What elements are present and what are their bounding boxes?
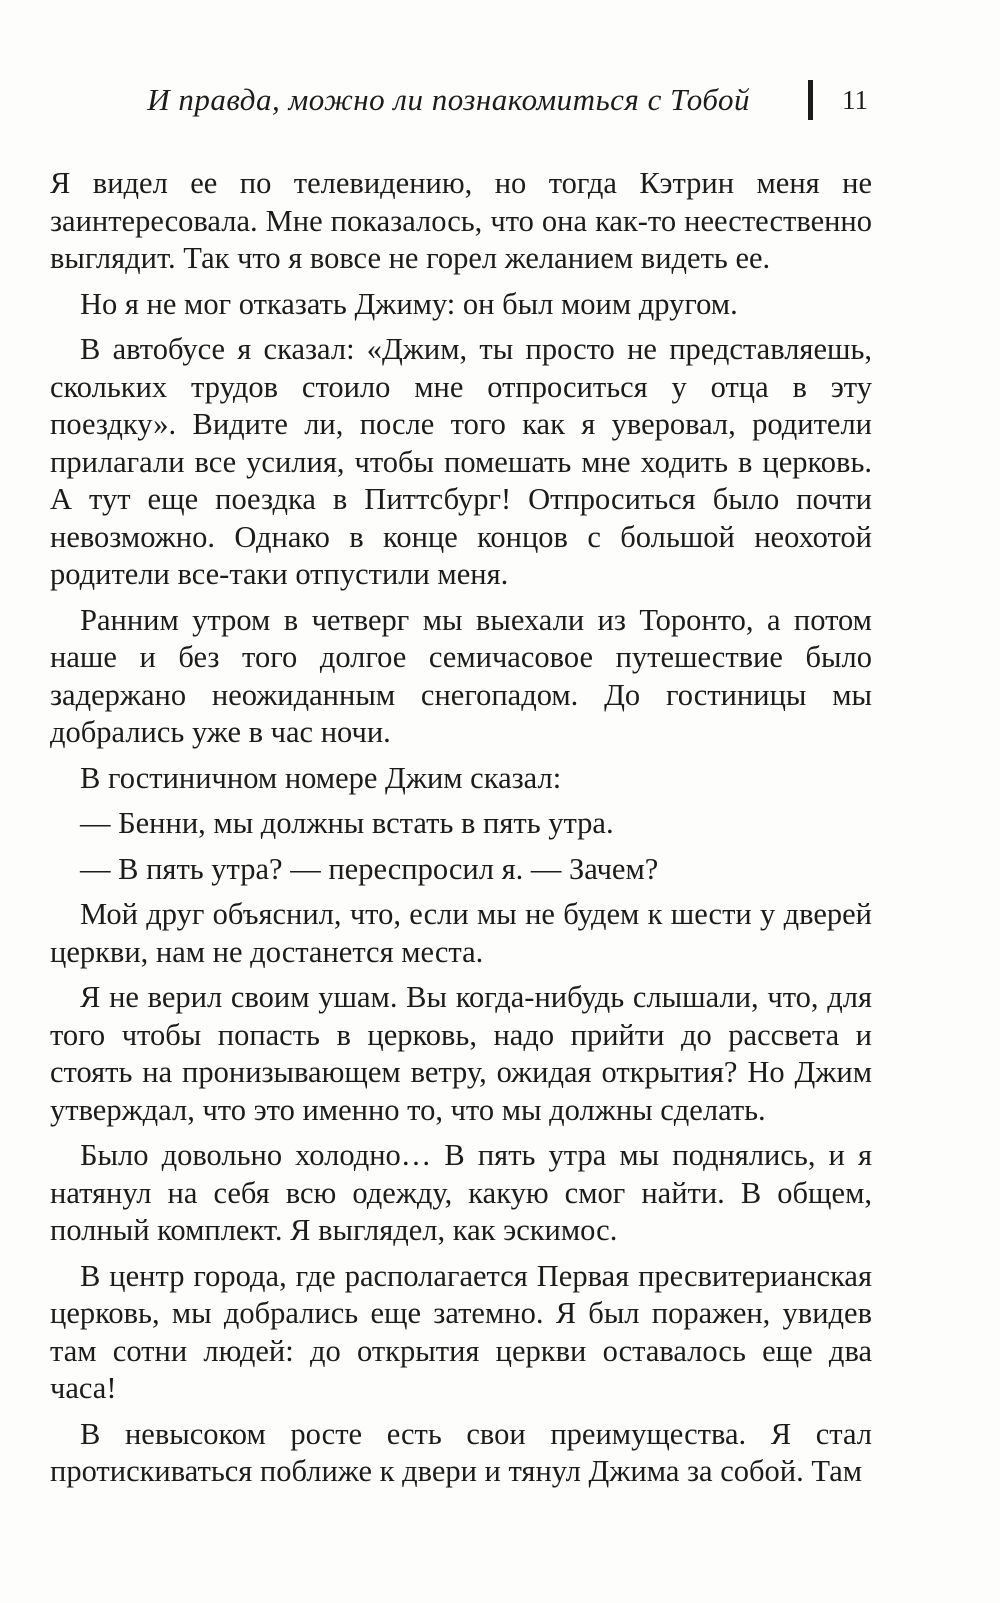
paragraph: В центр города, где располагается Первая пресвитерианская церковь, мы добрались еще затемно. Я был поражен, увидев там сотни людей: до открытия церкви оставалось еще два часа! — [50, 1258, 872, 1405]
paragraph: В автобусе я сказал: «Джим, ты просто не представляешь, скольких трудов стоило мне отпроситься у отца в эту поездку». Видите ли, после того как я уверовал, родители прилагали все усилия, чтобы помешать мне ходить в церковь. А тут еще поездка в Питтсбург! Отпроситься было почти невозможно. Однако в конце концов с большой неохотой родители все-таки отпустили меня. — [50, 332, 872, 591]
running-head — [110, 78, 890, 122]
paragraph: Я видел ее по телевидению, но тогда Кэтрин меня не заинтересовала. Мне показалось, что она как-то неестественно выглядит. Так что я вовсе не горел желанием видеть ее. — [50, 166, 872, 275]
paragraph: В гостиничном номере Джим сказал: — [80, 760, 562, 795]
dialogue-line: — Бенни, мы должны встать в пять утра. — [80, 806, 614, 840]
paragraph: Ранним утром в четверг мы выехали из Торонто, а потом наше и без того долгое семичасовое путешествие было задержано неожиданным снегопадом. До гостиницы мы добрались уже в час ночи. — [50, 602, 872, 749]
paragraph: Я не верил своим ушам. Вы когда-нибудь слышали, что, для того чтобы попасть в церковь, надо прийти до рассвета и стоять на пронизывающем ветру, ожидая открытия? Но Джим утверждал, что это именно то, что мы должны сделать. — [50, 980, 872, 1127]
paragraph: Но я не мог отказать Джиму: он был моим другом. — [80, 286, 738, 321]
running-title: И правда, можно ли познакомиться с Тобой — [147, 82, 750, 117]
paragraph: Было довольно холодно… В пять утра мы поднялись, и я натянул на себя всю одежду, какую смог найти. В общем, полный комплект. Я выглядел, как эскимос. — [50, 1138, 872, 1247]
page-number: 11 — [842, 85, 868, 115]
header-divider — [808, 80, 813, 120]
body-text — [50, 165, 872, 1499]
dialogue-line: — В пять утра? — переспросил я. — Зачем? — [80, 851, 659, 886]
paragraph: В невысоком росте есть свои преимущества. Я стал протискиваться поближе к двери и тянул Джима за собой. Там — [50, 1416, 872, 1488]
paragraph: Мой друг объяснил, что, если мы не будем к шести у дверей церкви, нам не достанется места. — [50, 897, 872, 969]
